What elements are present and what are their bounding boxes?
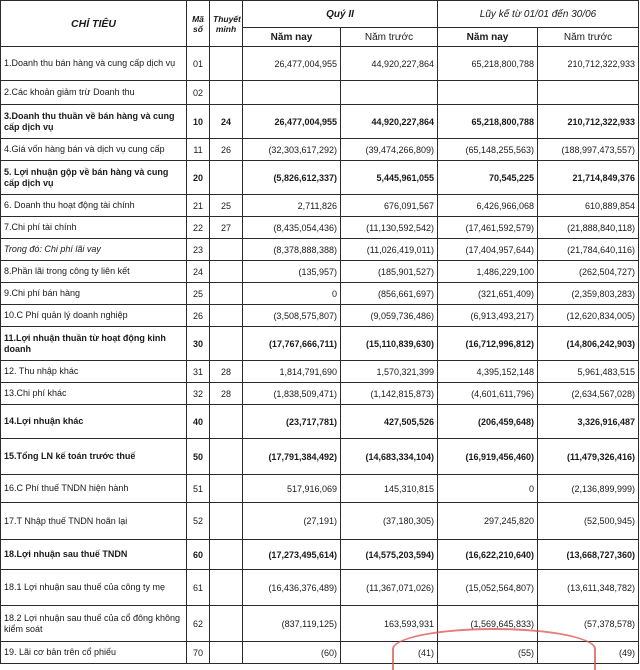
- cell-quy-nam-truoc: 1,570,321,399: [341, 361, 438, 383]
- cell-quy-nam-truoc: (1,142,815,873): [341, 383, 438, 405]
- row-note: 24: [210, 105, 243, 139]
- row-label: 15.Tổng LN kế toán trước thuế: [1, 439, 187, 475]
- cell-quy-nam-truoc: (14,575,203,594): [341, 540, 438, 570]
- row-label: 16.C Phí thuế TNDN hiện hành: [1, 475, 187, 503]
- cell-luy-ke-nam-truoc: (49): [538, 642, 639, 664]
- row-label: 8.Phần lãi trong công ty liên kết: [1, 261, 187, 283]
- cell-quy-nam-nay: 2,711,826: [243, 195, 341, 217]
- header-luy-ke-nam-truoc: Năm trước: [538, 28, 639, 47]
- row-code: 02: [187, 81, 210, 105]
- cell-quy-nam-nay: 26,477,004,955: [243, 105, 341, 139]
- cell-luy-ke-nam-truoc: (11,479,326,416): [538, 439, 639, 475]
- header-ma-so: Mã số: [187, 1, 210, 47]
- cell-luy-ke-nam-truoc: [538, 81, 639, 105]
- row-note: [210, 503, 243, 540]
- cell-luy-ke-nam-nay: (16,919,456,460): [438, 439, 538, 475]
- row-note: [210, 540, 243, 570]
- row-note: [210, 439, 243, 475]
- row-note: [210, 606, 243, 642]
- row-label: 19. Lãi cơ bản trên cổ phiếu: [1, 642, 187, 664]
- row-label: 14.Lợi nhuận khác: [1, 405, 187, 439]
- red-seal-stamp: [392, 628, 596, 670]
- cell-luy-ke-nam-nay: (16,712,996,812): [438, 327, 538, 361]
- cell-luy-ke-nam-nay: (15,052,564,807): [438, 570, 538, 606]
- cell-luy-ke-nam-nay: 65,218,800,788: [438, 105, 538, 139]
- row-code: 52: [187, 503, 210, 540]
- row-note: 28: [210, 383, 243, 405]
- row-label: 9.Chi phí bán hàng: [1, 283, 187, 305]
- cell-quy-nam-nay: 26,477,004,955: [243, 47, 341, 81]
- header-luy-ke: Lũy kế từ 01/01 đến 30/06: [438, 1, 639, 28]
- cell-luy-ke-nam-nay: (1,569,645,833): [438, 606, 538, 642]
- cell-luy-ke-nam-nay: (321,651,409): [438, 283, 538, 305]
- cell-quy-nam-nay: (27,191): [243, 503, 341, 540]
- cell-luy-ke-nam-truoc: 3,326,916,487: [538, 405, 639, 439]
- row-code: 30: [187, 327, 210, 361]
- cell-luy-ke-nam-truoc: (2,136,899,999): [538, 475, 639, 503]
- row-label: 18.2 Lợi nhuận sau thuế của cổ đông không kiểm soát: [1, 606, 187, 642]
- row-note: 25: [210, 195, 243, 217]
- row-note: [210, 305, 243, 327]
- cell-luy-ke-nam-truoc: (188,997,473,557): [538, 139, 639, 161]
- cell-quy-nam-truoc: (856,661,697): [341, 283, 438, 305]
- row-code: 62: [187, 606, 210, 642]
- cell-luy-ke-nam-truoc: (21,888,840,118): [538, 217, 639, 239]
- row-label: 2.Các khoản giảm trừ Doanh thu: [1, 81, 187, 105]
- row-label: 4.Giá vốn hàng bán và dịch vụ cung cấp: [1, 139, 187, 161]
- cell-luy-ke-nam-nay: (55): [438, 642, 538, 664]
- row-note: [210, 161, 243, 195]
- cell-quy-nam-truoc: 44,920,227,864: [341, 47, 438, 81]
- row-note: [210, 283, 243, 305]
- table-row: [1, 439, 639, 475]
- row-label: 6. Doanh thu hoạt động tài chính: [1, 195, 187, 217]
- row-code: 51: [187, 475, 210, 503]
- row-note: [210, 642, 243, 664]
- row-note: 28: [210, 361, 243, 383]
- cell-quy-nam-truoc: 427,505,526: [341, 405, 438, 439]
- row-code: 01: [187, 47, 210, 81]
- cell-luy-ke-nam-nay: [438, 81, 538, 105]
- header-chi-tieu: CHỈ TIÊU: [1, 1, 187, 47]
- table-row: [1, 261, 639, 283]
- cell-luy-ke-nam-truoc: (13,668,727,360): [538, 540, 639, 570]
- table-row: [1, 570, 639, 606]
- cell-luy-ke-nam-truoc: (262,504,727): [538, 261, 639, 283]
- cell-quy-nam-nay: 1,814,791,690: [243, 361, 341, 383]
- cell-luy-ke-nam-nay: (17,404,957,644): [438, 239, 538, 261]
- row-code: 32: [187, 383, 210, 405]
- row-note: [210, 405, 243, 439]
- row-label: Trong đó: Chi phí lãi vay: [1, 239, 187, 261]
- cell-luy-ke-nam-nay: 65,218,800,788: [438, 47, 538, 81]
- cell-quy-nam-truoc: 163,593,931: [341, 606, 438, 642]
- header-quy-nam-nay: Năm nay: [243, 28, 341, 47]
- cell-quy-nam-nay: (135,957): [243, 261, 341, 283]
- cell-luy-ke-nam-nay: 1,486,229,100: [438, 261, 538, 283]
- cell-luy-ke-nam-nay: 4,395,152,148: [438, 361, 538, 383]
- row-code: 26: [187, 305, 210, 327]
- row-code: 61: [187, 570, 210, 606]
- row-note: [210, 327, 243, 361]
- cell-luy-ke-nam-truoc: (12,620,834,005): [538, 305, 639, 327]
- row-label: 11.Lợi nhuận thuần từ hoạt động kinh doanh: [1, 327, 187, 361]
- row-note: [210, 261, 243, 283]
- cell-quy-nam-nay: (5,826,612,337): [243, 161, 341, 195]
- row-note: [210, 475, 243, 503]
- cell-luy-ke-nam-nay: (17,461,592,579): [438, 217, 538, 239]
- cell-quy-nam-truoc: (37,180,305): [341, 503, 438, 540]
- cell-luy-ke-nam-truoc: (14,806,242,903): [538, 327, 639, 361]
- table-row: [1, 383, 639, 405]
- cell-quy-nam-nay: (8,378,888,388): [243, 239, 341, 261]
- cell-luy-ke-nam-truoc: (21,784,640,116): [538, 239, 639, 261]
- row-code: 40: [187, 405, 210, 439]
- cell-luy-ke-nam-truoc: (57,378,578): [538, 606, 639, 642]
- cell-quy-nam-nay: (32,303,617,292): [243, 139, 341, 161]
- cell-quy-nam-nay: [243, 81, 341, 105]
- row-code: 11: [187, 139, 210, 161]
- table-row: [1, 47, 639, 81]
- cell-quy-nam-nay: (8,435,054,436): [243, 217, 341, 239]
- cell-quy-nam-truoc: (41): [341, 642, 438, 664]
- table-row: [1, 139, 639, 161]
- cell-quy-nam-nay: (16,436,376,489): [243, 570, 341, 606]
- cell-luy-ke-nam-truoc: (13,611,348,782): [538, 570, 639, 606]
- cell-quy-nam-nay: (1,838,509,471): [243, 383, 341, 405]
- table-row: [1, 105, 639, 139]
- cell-luy-ke-nam-truoc: (2,359,803,283): [538, 283, 639, 305]
- cell-quy-nam-truoc: (9,059,736,486): [341, 305, 438, 327]
- row-label: 1.Doanh thu bán hàng và cung cấp dịch vụ: [1, 47, 187, 81]
- row-code: 10: [187, 105, 210, 139]
- cell-quy-nam-truoc: (14,683,334,104): [341, 439, 438, 475]
- cell-luy-ke-nam-truoc: 5,961,483,515: [538, 361, 639, 383]
- cell-luy-ke-nam-truoc: (2,634,567,028): [538, 383, 639, 405]
- cell-luy-ke-nam-nay: 70,545,225: [438, 161, 538, 195]
- cell-quy-nam-truoc: 676,091,567: [341, 195, 438, 217]
- cell-luy-ke-nam-nay: (4,601,611,796): [438, 383, 538, 405]
- cell-luy-ke-nam-truoc: (52,500,945): [538, 503, 639, 540]
- row-label: 5. Lợi nhuận gộp về bán hàng và cung cấp dịch vụ: [1, 161, 187, 195]
- row-note: [210, 239, 243, 261]
- cell-quy-nam-nay: 0: [243, 283, 341, 305]
- row-code: 50: [187, 439, 210, 475]
- table-row: [1, 161, 639, 195]
- cell-quy-nam-nay: (23,717,781): [243, 405, 341, 439]
- table-row: [1, 361, 639, 383]
- cell-quy-nam-nay: (60): [243, 642, 341, 664]
- row-label: 12. Thu nhập khác: [1, 361, 187, 383]
- row-code: 23: [187, 239, 210, 261]
- cell-luy-ke-nam-nay: (6,913,493,217): [438, 305, 538, 327]
- table-row: [1, 195, 639, 217]
- cell-luy-ke-nam-truoc: 610,889,854: [538, 195, 639, 217]
- cell-quy-nam-truoc: (39,474,266,809): [341, 139, 438, 161]
- cell-quy-nam-nay: (17,791,384,492): [243, 439, 341, 475]
- row-code: 60: [187, 540, 210, 570]
- cell-quy-nam-truoc: (11,130,592,542): [341, 217, 438, 239]
- cell-luy-ke-nam-truoc: 21,714,849,376: [538, 161, 639, 195]
- table-row: [1, 305, 639, 327]
- cell-quy-nam-truoc: 145,310,815: [341, 475, 438, 503]
- table-row: [1, 405, 639, 439]
- cell-luy-ke-nam-nay: 6,426,966,068: [438, 195, 538, 217]
- row-code: 24: [187, 261, 210, 283]
- row-note: [210, 47, 243, 81]
- row-label: 17.T Nhập thuế TNDN hoãn lại: [1, 503, 187, 540]
- row-note: [210, 570, 243, 606]
- cell-quy-nam-truoc: (185,901,527): [341, 261, 438, 283]
- cell-quy-nam-nay: (3,508,575,807): [243, 305, 341, 327]
- cell-quy-nam-nay: (17,767,666,711): [243, 327, 341, 361]
- row-label: 13.Chi phí khác: [1, 383, 187, 405]
- table-row: [1, 217, 639, 239]
- cell-quy-nam-nay: (837,119,125): [243, 606, 341, 642]
- cell-quy-nam-truoc: 44,920,227,864: [341, 105, 438, 139]
- row-code: 25: [187, 283, 210, 305]
- cell-quy-nam-truoc: (15,110,839,630): [341, 327, 438, 361]
- cell-quy-nam-truoc: (11,026,419,011): [341, 239, 438, 261]
- header-thuyet-minh: Thuyết minh: [210, 1, 243, 47]
- row-note: [210, 81, 243, 105]
- row-code: 21: [187, 195, 210, 217]
- row-label: 3.Doanh thu thuần về bán hàng và cung cấp dịch vụ: [1, 105, 187, 139]
- row-code: 70: [187, 642, 210, 664]
- cell-luy-ke-nam-nay: (65,148,255,563): [438, 139, 538, 161]
- cell-quy-nam-nay: 517,916,069: [243, 475, 341, 503]
- cell-quy-nam-truoc: 5,445,961,055: [341, 161, 438, 195]
- cell-quy-nam-truoc: [341, 81, 438, 105]
- row-code: 20: [187, 161, 210, 195]
- row-label: 7.Chi phí tài chính: [1, 217, 187, 239]
- row-code: 31: [187, 361, 210, 383]
- row-code: 22: [187, 217, 210, 239]
- table-body: [1, 47, 639, 664]
- table-row: [1, 503, 639, 540]
- table-row: [1, 81, 639, 105]
- row-label: 10.C Phí quản lý doanh nghiệp: [1, 305, 187, 327]
- header-quy: Quý II: [243, 1, 438, 28]
- cell-luy-ke-nam-nay: 0: [438, 475, 538, 503]
- cell-luy-ke-nam-truoc: 210,712,322,933: [538, 105, 639, 139]
- cell-luy-ke-nam-nay: (206,459,648): [438, 405, 538, 439]
- cell-luy-ke-nam-truoc: 210,712,322,933: [538, 47, 639, 81]
- header-quy-nam-truoc: Năm trước: [341, 28, 438, 47]
- table-row: [1, 283, 639, 305]
- row-note: 26: [210, 139, 243, 161]
- row-label: 18.Lợi nhuận sau thuế TNDN: [1, 540, 187, 570]
- table-row: [1, 540, 639, 570]
- cell-quy-nam-truoc: (11,367,071,026): [341, 570, 438, 606]
- cell-quy-nam-nay: (17,273,495,614): [243, 540, 341, 570]
- row-note: 27: [210, 217, 243, 239]
- table-row: [1, 239, 639, 261]
- cell-luy-ke-nam-nay: (16,622,210,640): [438, 540, 538, 570]
- table-row: [1, 327, 639, 361]
- cell-luy-ke-nam-nay: 297,245,820: [438, 503, 538, 540]
- header-luy-ke-nam-nay: Năm nay: [438, 28, 538, 47]
- row-label: 18.1 Lợi nhuận sau thuế của công ty mẹ: [1, 570, 187, 606]
- table-row: [1, 475, 639, 503]
